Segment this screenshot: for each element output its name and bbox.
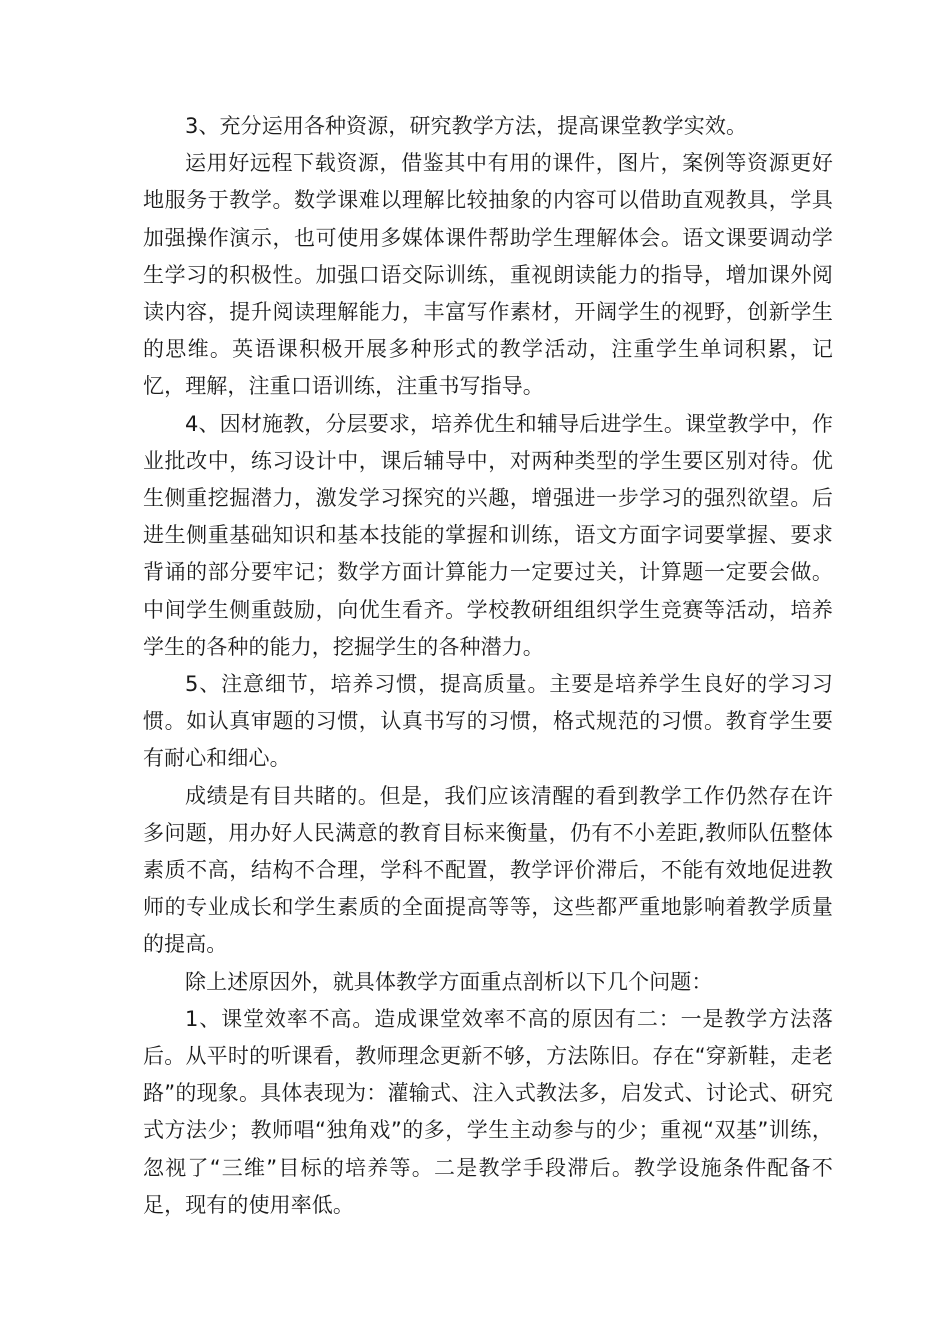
paragraph-item-5: 5、注意细节，培养习惯，提高质量。主要是培养学生良好的学习习惯。如认真审题的习惯，认真书写的习惯，格式规范的习惯。教育学生要有耐心和细心。 [143, 672, 833, 771]
paragraph-analysis-intro: 除上述原因外，就具体教学方面重点剖析以下几个问题： [185, 969, 713, 994]
paragraph-item-4: 4、因材施教，分层要求，培养优生和辅导后进学生。课堂教学中，作业批改中，练习设计中，课后辅导中，对两种类型的学生要区别对待。优生侧重挖掘潜力，激发学习探究的兴趣，增强进一步学习的强烈欲望。后进生侧重基础知识和基本技能的掌握和训练，语文方面字词要掌握、要求背诵的部分要牢记；数学方面计算能力一定要过关，计算题一定要会做。中间学生侧重鼓励，向优生看齐。学校教研组组织学生竞赛等活动，培养学生的各种的能力，挖掘学生的各种潜力。 [143, 411, 833, 659]
paragraph-achievements: 成绩是有目共睹的。但是，我们应该清醒的看到教学工作仍然存在许多问题，用办好人民满意的教育目标来衡量，仍有不小差距,教师队伍整体素质不高，结构不合理，学科不配置，教学评价滞后，不能有效地促进教师的专业成长和学生素质的全面提高等等，这些都严重地影响着教学质量的提高。 [143, 783, 833, 957]
paragraph-item-3: 3、充分运用各种资源，研究教学方法，提高课堂教学实效。 [185, 114, 748, 138]
document-body [143, 108, 833, 1224]
paragraph-resources: 运用好远程下载资源，借鉴其中有用的课件，图片，案例等资源更好地服务于教学。数学课难以理解比较抽象的内容可以借助直观教具，学具加强操作演示，也可使用多媒体课件帮助学生理解体会。语文课要调动学生学习的积极性。加强口语交际训练，重视朗读能力的指导，增加课外阅读内容，提升阅读理解能力，丰富写作素材，开阔学生的视野，创新学生的思维。英语课积极开展多种形式的教学活动，注重学生单词积累，记忆，理解，注重口语训练，注重书写指导。 [143, 151, 833, 399]
paragraph-problem-1: 1、课堂效率不高。造成课堂效率不高的原因有二：一是教学方法落后。从平时的听课看，教师理念更新不够，方法陈旧。存在“穿新鞋，走老路”的现象。具体表现为：灌输式、注入式教法多，启发式、讨论式、研究式方法少；教师唱“独角戏”的多，学生主动参与的少；重视“双基”训练，忽视了“三维”目标的培养等。二是教学手段滞后。教学设施条件配备不足，现有的使用率低。 [143, 1006, 833, 1217]
